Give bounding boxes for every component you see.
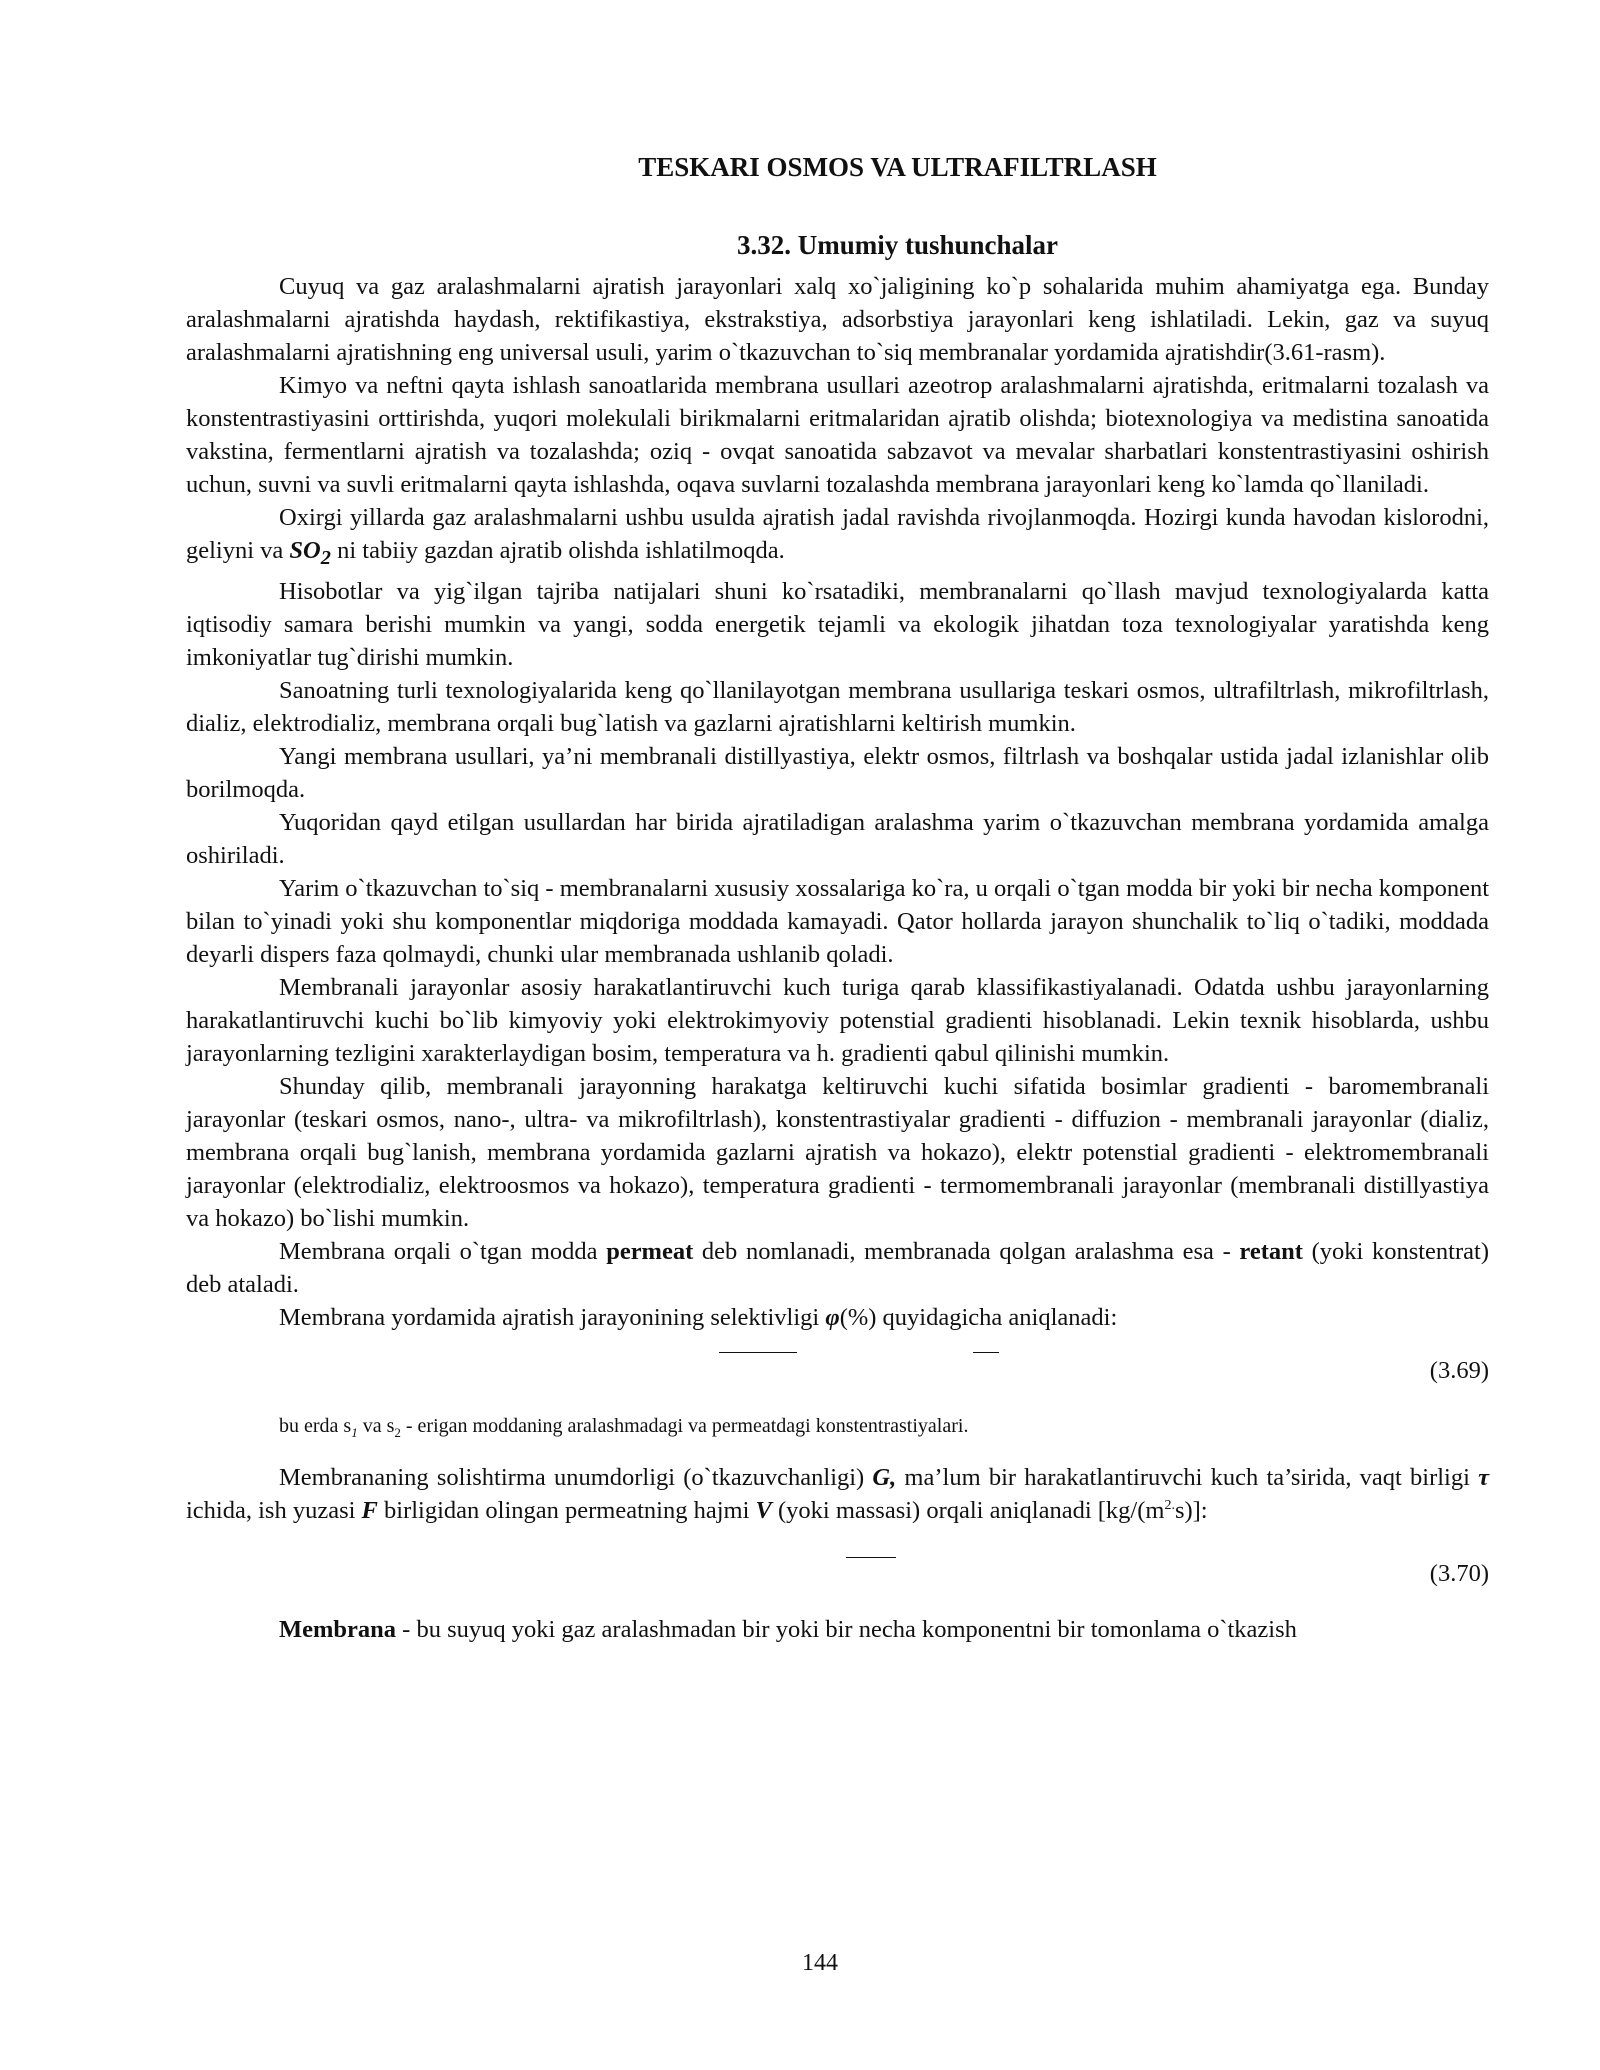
term-retant: retant xyxy=(1239,1237,1303,1265)
paragraph-13 xyxy=(186,1461,1489,1527)
paragraph-14-text: - bu suyuq yoki gaz aralashmadan bir yoki bir necha komponentni bir tomonlama o`tkazish xyxy=(396,1615,1297,1643)
paragraph-12-text-a: Membrana yordamida ajratish jarayonining selektivligi xyxy=(279,1303,826,1331)
page-number: 144 xyxy=(802,1950,838,1976)
equation-note xyxy=(186,1412,1489,1447)
paragraph-13-text-f: s)]: xyxy=(1174,1496,1208,1524)
note-text-b: va s xyxy=(357,1414,395,1437)
fraction-bar xyxy=(719,1352,797,1353)
equation-number: (3.69) xyxy=(1429,1356,1489,1384)
note-subscript-2: 2 xyxy=(394,1424,401,1440)
term-permeat: permeat xyxy=(606,1237,694,1265)
paragraph-14 xyxy=(186,1613,1489,1646)
section-heading: 3.32. Umumiy tushunchalar xyxy=(736,230,1059,260)
paragraph-11-text-a: Membrana orqali o`tgan modda xyxy=(279,1237,607,1265)
paragraph-11 xyxy=(186,1235,1489,1301)
note-text-c: - erigan moddaning aralashmadagi va permeatdagi konstentrastiyalari. xyxy=(400,1414,969,1437)
paragraph-9: Membranali jarayonlar asosiy harakatlantiruvchi kuch turiga qarab klassifikastiyalanadi. Odatda ushbu jarayonlarning harakatlantiruvchi kuchi bo`lib kimyoviy yoki elektrokimyoviy potenstial gradienti hisoblanadi. Lekin texnik hisoblarda, ushbu jarayonlarning tezligini xarakterlaydigan bosim, temperatura va h. gradienti qabul qilinishi mumkin. xyxy=(186,973,1489,1067)
symbol-G: G, xyxy=(872,1463,897,1491)
equation-number: (3.70) xyxy=(1429,1559,1489,1587)
paragraph-13-text-b: ma’lum bir harakatlantiruvchi kuch ta’sirida, vaqt birligi xyxy=(896,1463,1479,1491)
paragraph-12 xyxy=(186,1301,1489,1334)
fraction-bar xyxy=(973,1352,999,1353)
so2-subscript: 2 xyxy=(320,546,331,569)
so2-formula xyxy=(289,537,331,569)
symbol-F: F xyxy=(361,1496,378,1524)
phi-symbol: φ xyxy=(825,1303,840,1331)
paragraph-3-text-b: ni tabiiy gazdan ajratib olishda ishlatilmoqda. xyxy=(330,537,785,564)
paragraph-7: Yuqoridan qayd etilgan usullardan har birida ajratiladigan aralashma yarim o`tkazuvchan membrana yordamida amalga oshiriladi. xyxy=(186,808,1489,869)
paragraph-1: Cuyuq va gaz aralashmalarni ajratish jarayonlari xalq xo`jaligining ko`p sohalarida muhim ahamiyatga ega. Bunday aralashmalarni ajratishda haydash, rektifikastiya, ekstrakstiya, adsorbstiya jarayonlari keng ishlatiladi. Lekin, gaz va suyuq aralashmalarni ajratishning eng universal usuli, yarim o`tkazuvchan to`siq membranalar yordamida ajratishdir(3.61-rasm). xyxy=(186,273,1489,366)
paragraph-6: Yangi membrana usullari, ya’ni membranali distillyastiya, elektr osmos, filtrlash va boshqalar ustida jadal izlanishlar olib borilmoqda. xyxy=(186,742,1489,803)
paragraph-13-text-d: birligidan olingan permeatning hajmi xyxy=(377,1496,756,1524)
paragraph-13-text-c: ichida, ish yuzasi xyxy=(186,1496,362,1524)
paragraph-3-text-a: Oxirgi yillarda gaz aralashmalarni ushbu usulda ajratish jadal ravishda rivojlanmoqda. Hozirgi kunda havodan kislorodni, geliyni va xyxy=(186,504,1489,564)
paragraph-13-text-e: (yoki massasi) orqali aniqlanadi [kg/(m xyxy=(771,1496,1165,1524)
paragraph-3 xyxy=(186,501,1489,575)
fraction-bar xyxy=(846,1557,896,1558)
units-superscript: 2. xyxy=(1164,1497,1175,1513)
paragraph-13-text-a: Membrananing solishtirma unumdorligi (o`tkazuvchanligi) xyxy=(279,1463,873,1491)
equation-3-70 xyxy=(186,1527,1489,1605)
page-title: TESKARI OSMOS VA ULTRAFILTRLASH xyxy=(638,152,1157,182)
paragraph-4: Hisobotlar va yig`ilgan tajriba natijalari shuni ko`rsatadiki, membranalarni qo`llash mavjud texnologiyalarda katta iqtisodiy samara berishi mumkin va yangi, sodda energetik tejamli va ekologik jihatdan toza texnologiyalar yaratishda keng imkoniyatlar tug`dirishi mumkin. xyxy=(186,577,1489,671)
paragraph-10: Shunday qilib, membranali jarayonning harakatga keltiruvchi kuchi sifatida bosimlar gradienti - baromembranali jarayonlar (teskari osmos, nano-, ultra- va mikrofiltrlash), konstentrastiyalar gradienti - diffuzion - membranali jarayonlar (dializ, membrana orqali bug`lanish, membrana yordamida gazlarni ajratish va hokazo), elektr potenstial gradienti - elektromembranali jarayonlar (elektrodializ, elektroosmos va hokazo), temperatura gradienti - termomembranali jarayonlar (membranali distillyastiya va hokazo) bo`lishi mumkin. xyxy=(186,1072,1489,1232)
paragraph-5: Sanoatning turli texnologiyalarida keng qo`llanilayotgan membrana usullariga teskari osmos, ultrafiltrlash, mikrofiltrlash, dializ, elektrodializ, membrana orqali bug`latish va gazlarni ajratishlarni keltirish mumkin. xyxy=(186,676,1489,737)
paragraph-11-text-c: (yoki konstentrat) deb ataladi. xyxy=(186,1237,1489,1298)
paragraph-8: Yarim o`tkazuvchan to`siq - membranalarni xususiy xossalariga ko`ra, u orqali o`tgan modda bir yoki bir necha komponent bilan to`yinadi yoki shu komponentlar miqdoriga moddada kamayadi. Qator hollarda jarayon shunchalik to`liq o`tadiki, moddada deyarli dispers faza qolmaydi, chunki ular membranada ushlanib qoladi. xyxy=(186,874,1489,968)
paragraph-11-text-b: deb nomlanadi, membranada qolgan aralashma esa - xyxy=(693,1237,1240,1265)
note-text-a: bu erda s xyxy=(279,1414,352,1437)
tau-symbol: τ xyxy=(1478,1463,1489,1491)
note-subscript-1: 1 xyxy=(351,1424,358,1440)
symbol-V: V xyxy=(755,1496,772,1524)
paragraph-2: Kimyo va neftni qayta ishlash sanoatlarida membrana usullari azeotrop aralashmalarni ajratishda, eritmalarni tozalash va konstentrastiyasini orttirishda, yuqori molekulali birikmalarni eritmalaridan ajratib olishda; biotexnologiya va medistina sanoatida vakstina, fermentlarni ajratish va tozalashda; oziq - ovqat sanoatida sabzavot va mevalar sharbatlari konstentrastiyasini oshirish uchun, suvni va suvli eritmalarni qayta ishlashda, oqava suvlarni tozalashda membrana jarayonlari keng ko`lamda qo`llaniladi. xyxy=(186,372,1489,498)
paragraph-12-text-b: (%) quyidagicha aniqlanadi: xyxy=(839,1303,1118,1331)
so2-symbol: SO xyxy=(289,537,321,564)
equation-3-69 xyxy=(186,1334,1489,1400)
page-content xyxy=(186,128,1489,1646)
term-membrana: Membrana xyxy=(279,1615,397,1643)
